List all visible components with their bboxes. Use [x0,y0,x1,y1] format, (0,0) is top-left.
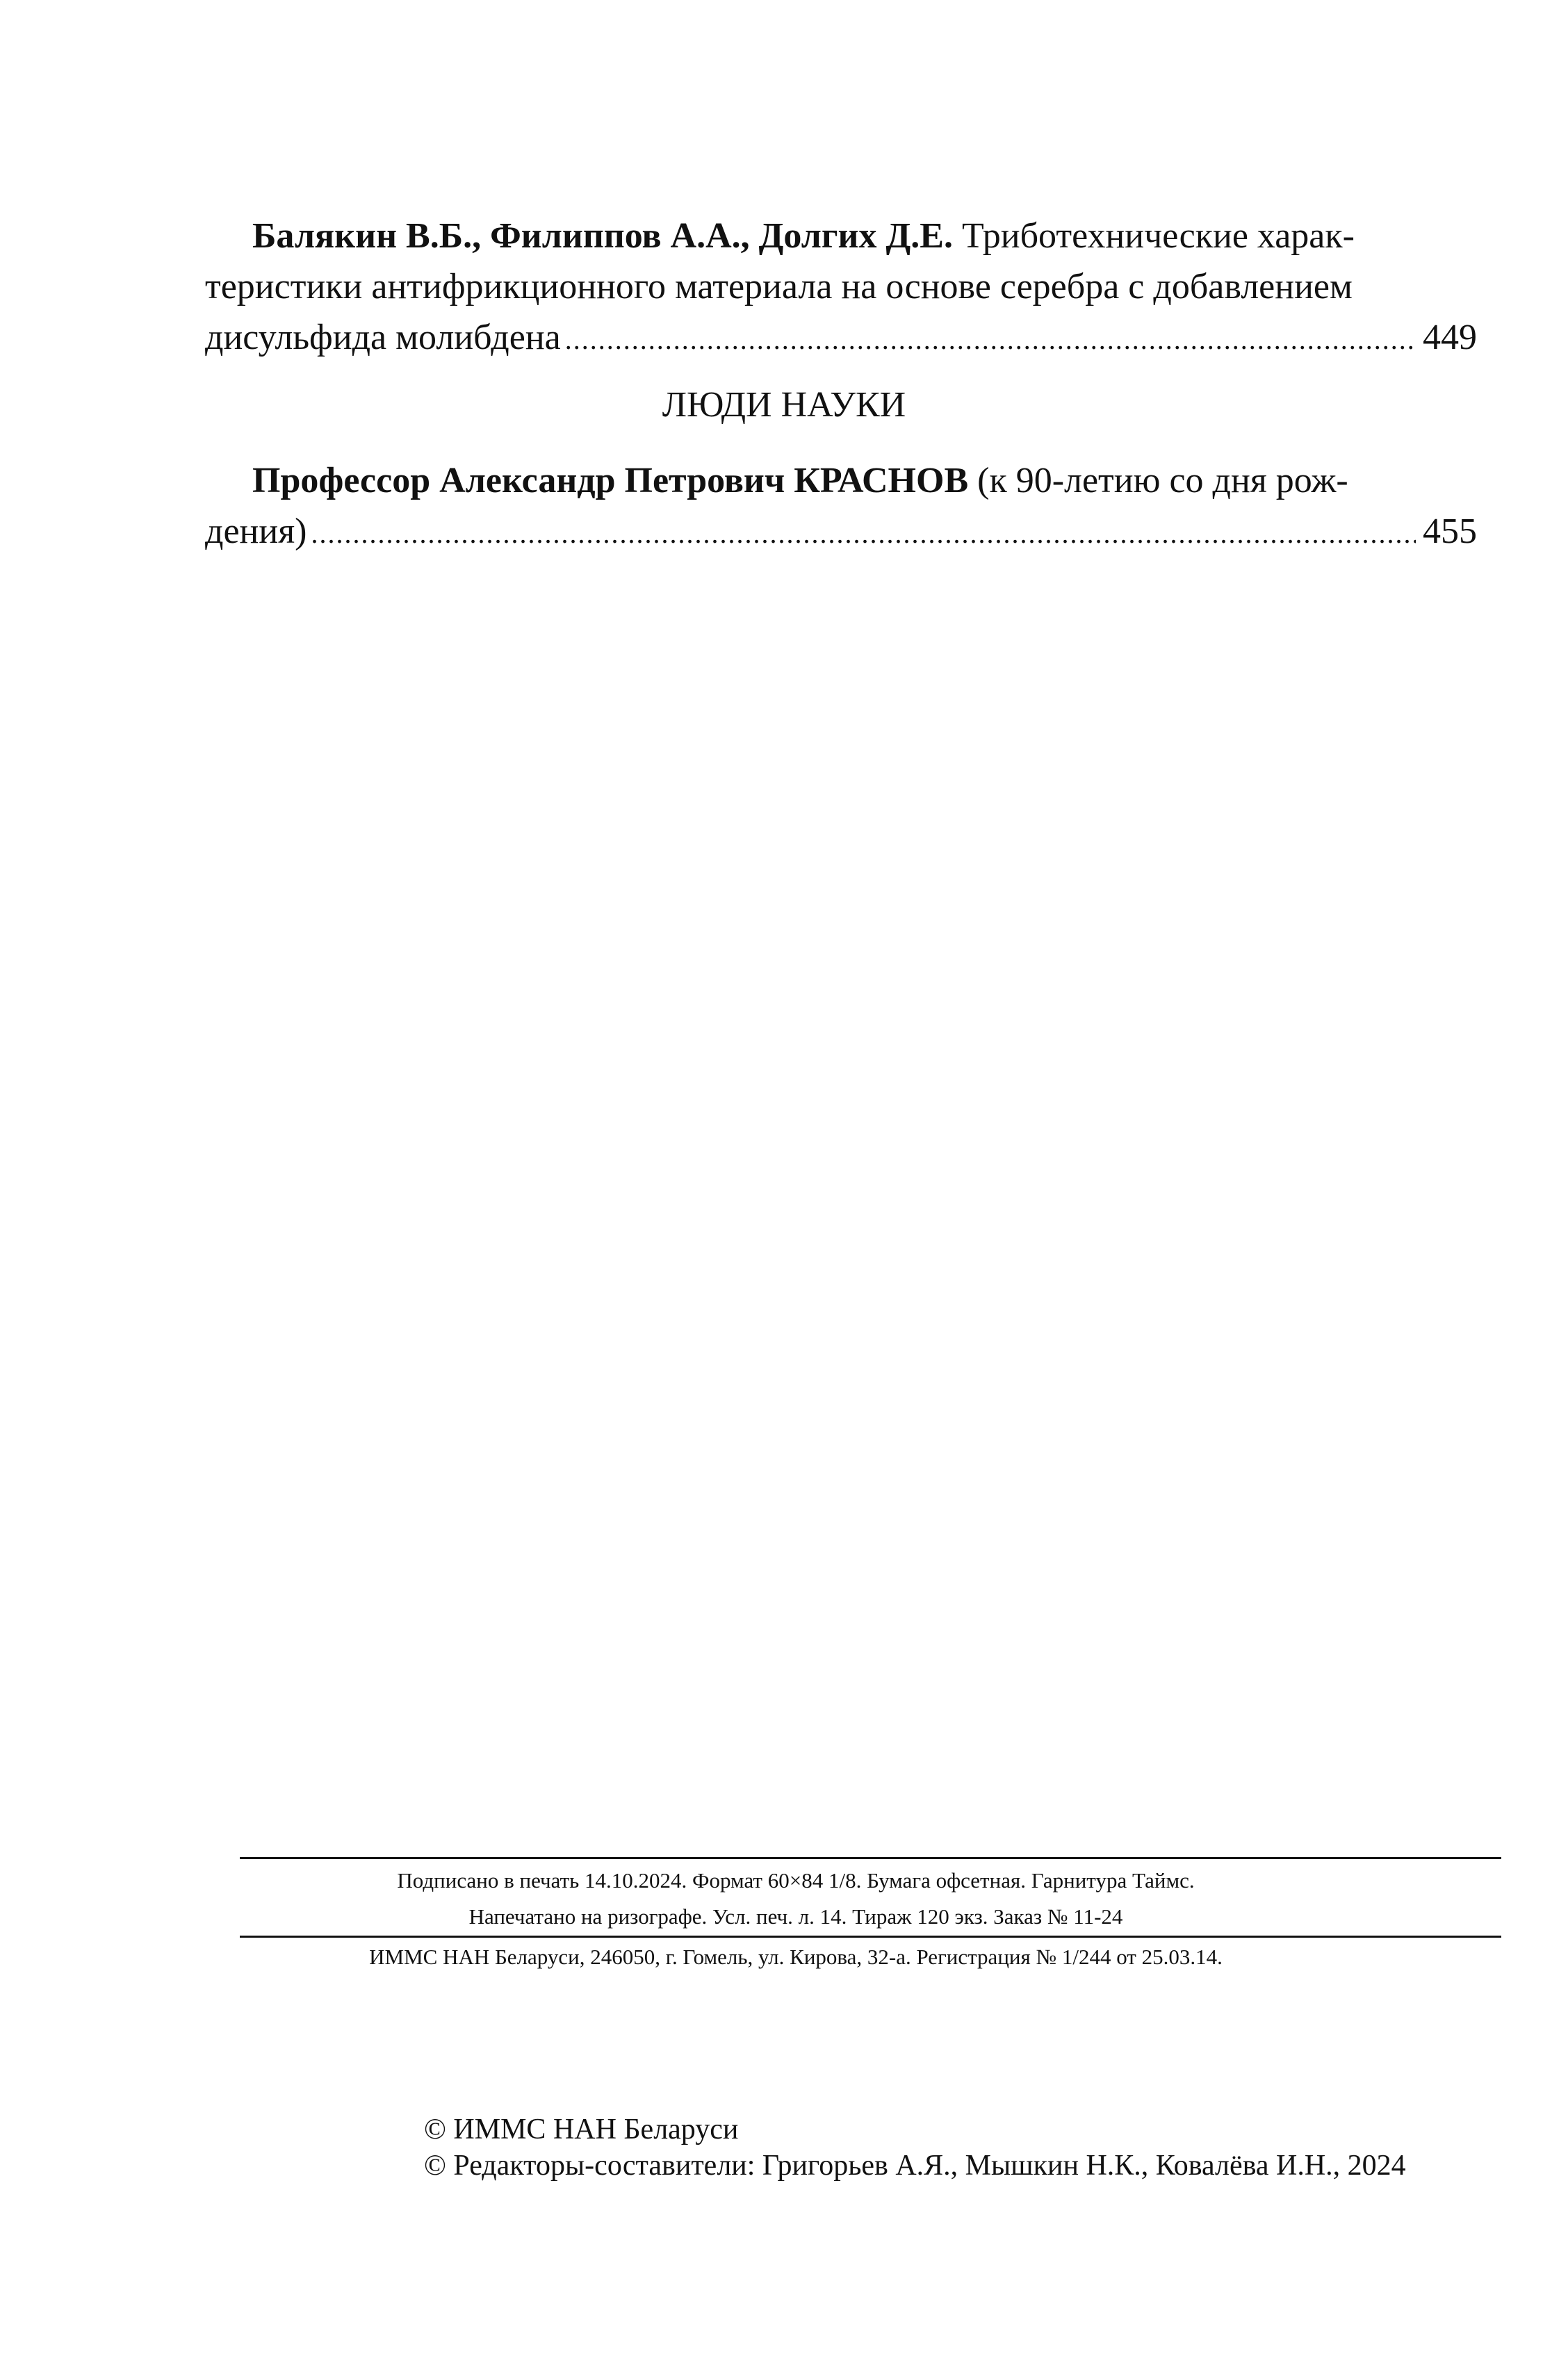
toc-entry-leader-line [205,506,1477,559]
dot-leader [311,508,1416,559]
copyright-publisher: © ИММС НАН Беларуси [424,2114,739,2145]
toc-entry-title-line: теристики антифрикционного материала на основе серебра с добавлением [205,267,1353,306]
toc-page-number: 455 [1423,512,1477,551]
section-heading: ЛЮДИ НАУКИ [662,385,906,425]
imprint-printed-line: Напечатано на ризографе. Усл. печ. л. 14. Тираж 120 экз. Заказ № 11-24 [468,1904,1123,1929]
toc-entry-title-part: Триботехнические харак- [952,216,1355,256]
toc-entry-authors: Профессор Александр Петрович КРАСНОВ [252,461,969,500]
imprint-top-rule [240,1857,1501,1859]
imprint-signed-line: Подписано в печать 14.10.2024. Формат 60×84 1/8. Бумага офсетная. Гарнитура Таймс. [397,1868,1195,1893]
toc-entry-leader-line [205,312,1477,365]
toc-entry-tribotechnical [205,211,1477,365]
copyright-editors: © Редакторы-составители: Григорьев А.Я., Мышкин Н.К., Ковалёва И.Н., 2024 [424,2150,1406,2182]
toc-entry-title-end: дисульфида молибдена [205,318,561,357]
toc-page-number: 449 [1423,318,1477,357]
dot-leader [565,314,1416,365]
toc-entry-first-line [205,211,1477,261]
toc-entry-first-line [205,455,1477,506]
toc-entry-title-part: (к 90-летию со дня рож- [968,461,1348,500]
toc-entry-authors: Балякин В.Б., Филиппов А.А., Долгих Д.Е. [252,216,953,256]
toc-entry-krasnov [205,455,1477,559]
imprint-publisher-line: ИММС НАН Беларуси, 246050, г. Гомель, ул. Кирова, 32-а. Регистрация № 1/244 от 25.03.14. [369,1945,1223,1969]
toc-entry-title-end: дения) [205,512,307,551]
imprint-middle-rule [240,1936,1501,1938]
